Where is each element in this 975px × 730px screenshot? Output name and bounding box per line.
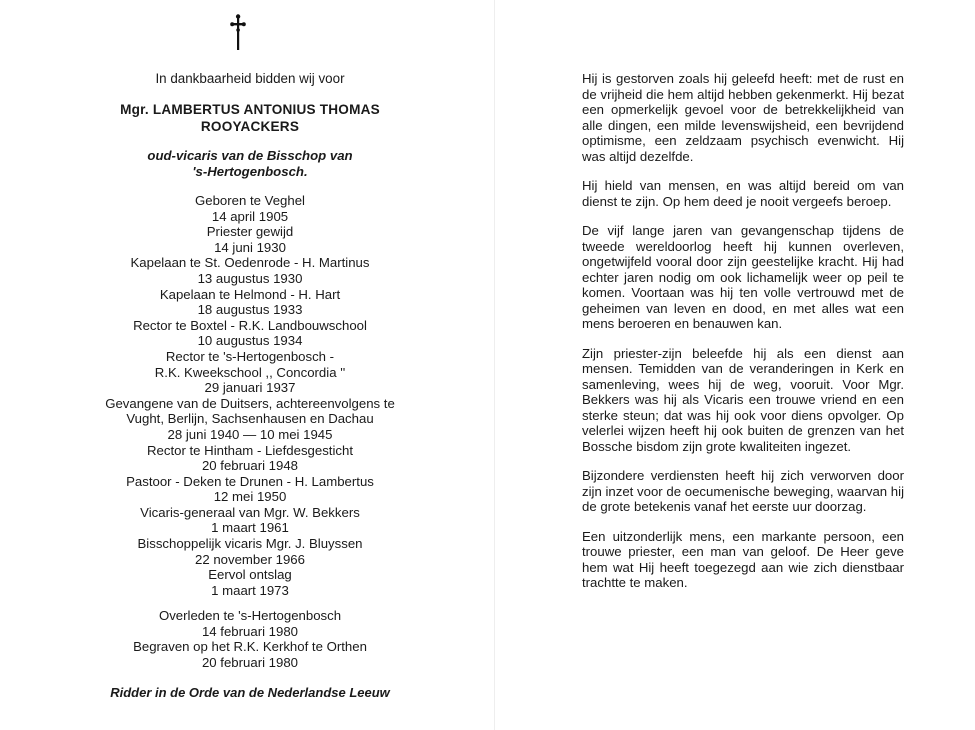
timeline-line: 1 maart 1961 bbox=[211, 520, 289, 536]
death-line: Overleden te 's-Hertogenbosch bbox=[158, 608, 342, 623]
timeline-line: 28 juni 1940 — 10 mei 1945 bbox=[167, 426, 333, 442]
cross-icon bbox=[230, 14, 246, 52]
timeline-line: Kapelaan te Helmond - H. Hart bbox=[159, 286, 341, 302]
timeline-line: Geboren te Veghel bbox=[195, 193, 305, 208]
honor-text: Ridder in de Orde van de Nederlandse Leeuw bbox=[110, 685, 390, 700]
timeline-line: Rector te Hintham - Liefdesgesticht bbox=[147, 442, 353, 458]
timeline-line: Bisschoppelijk vicaris Mgr. J. Bluyssen bbox=[137, 536, 363, 552]
timeline-line: R.K. Kweekschool ,, Concordia '' bbox=[154, 364, 346, 380]
career-timeline bbox=[60, 193, 440, 598]
title-line-2: 's-Hertogenbosch. bbox=[192, 164, 308, 179]
left-panel bbox=[60, 0, 440, 730]
death-burial-info bbox=[60, 608, 440, 670]
timeline-line: Pastoor - Deken te Drunen - H. Lambertus bbox=[126, 473, 374, 489]
paragraph: Hij hield van mensen, en was altijd bereid om van dienst te zijn. Op hem deed je nooit vergeefs beroep. bbox=[582, 178, 904, 209]
timeline-line: 13 augustus 1930 bbox=[197, 270, 303, 286]
name-line-1: Mgr. LAMBERTUS ANTONIUS THOMAS bbox=[120, 102, 380, 117]
deceased-title bbox=[60, 148, 440, 180]
paragraph: Zijn priester-zijn beleefde hij als een dienst aan mensen. Temidden van de veranderingen in Kerk en samenleving, wees hij de weg, vooruit. Voor Mgr. Bekkers was hij als Vicaris een trouwe vriend en een sterke steun; dat was hij ook voor diens opvolger. Op velerlei wijzen heeft hij ook buiten de grenzen van het Bossche bisdom zijn grote kwaliteiten ingezet. bbox=[582, 345, 904, 454]
paragraph: Bijzondere verdiensten heeft hij zich verworven door zijn inzet voor de oecumenische beweging, waarvan hij de grote betekenis vanaf het eerste uur doorzag. bbox=[582, 468, 904, 514]
fold-line bbox=[494, 0, 495, 730]
paragraph: De vijf lange jaren van gevangenschap tijdens de tweede wereldoorlog heeft hij kunnen overleven, ongetwijfeld vooral door zijn geestelijke kracht. Hij had echter jaren nodig om ook lichamelijk weer op peil te komen. Voortaan was hij ten volle vertrouwd met de geheimen van leven en dood, en met alles wat een mens beroeren en benauwen kan. bbox=[582, 223, 904, 331]
right-panel bbox=[582, 71, 904, 605]
intro-text: In dankbaarheid bidden wij voor bbox=[155, 71, 345, 86]
timeline-line: 14 april 1905 bbox=[211, 208, 289, 224]
timeline-line: 14 juni 1930 bbox=[214, 239, 286, 255]
death-line: 20 februari 1980 bbox=[201, 654, 299, 670]
timeline-line: 20 februari 1948 bbox=[201, 458, 299, 474]
paragraph: Een uitzonderlijk mens, een markante persoon, een trouwe priester, een man van geloof. De Heer geve hem wat Hij heeft toegezegd aan wie zich dienstbaar trachtte te maken. bbox=[582, 528, 904, 590]
title-line-1: oud-vicaris van de Bisschop van bbox=[147, 148, 353, 163]
timeline-line: 18 augustus 1933 bbox=[197, 302, 303, 318]
timeline-line: Kapelaan te St. Oedenrode - H. Martinus bbox=[130, 255, 370, 271]
name-line-2: ROOYACKERS bbox=[200, 119, 300, 134]
timeline-line: Rector te 's-Hertogenbosch - bbox=[165, 348, 335, 364]
timeline-line: Gevangene van de Duitsers, achtereenvolgens te bbox=[105, 395, 395, 411]
timeline-line: 29 januari 1937 bbox=[204, 380, 296, 396]
deceased-name bbox=[60, 101, 440, 135]
timeline-line: 10 augustus 1934 bbox=[197, 333, 303, 349]
timeline-line: Vicaris-generaal van Mgr. W. Bekkers bbox=[140, 504, 360, 520]
death-line: 14 februari 1980 bbox=[201, 623, 299, 639]
timeline-line: Rector te Boxtel - R.K. Landbouwschool bbox=[133, 317, 367, 333]
timeline-line: Priester gewijd bbox=[206, 224, 294, 240]
timeline-line: 12 mei 1950 bbox=[213, 489, 287, 505]
death-line: Begraven op het R.K. Kerkhof te Orthen bbox=[133, 639, 367, 655]
timeline-line: 22 november 1966 bbox=[195, 551, 305, 567]
timeline-line: Eervol ontslag bbox=[208, 567, 292, 583]
timeline-line: 1 maart 1973 bbox=[211, 582, 289, 598]
timeline-line: Vught, Berlijn, Sachsenhausen en Dachau bbox=[126, 411, 374, 427]
paragraph: Hij is gestorven zoals hij geleefd heeft: met de rust en de vrijheid die hem altijd hebben gekenmerkt. Hij bezat een opmerkelijk gevoel voor de betrekkelijkheid van alle dingen, een milde levenswijsheid, een bevrijdend optimisme, een zeldzaam psychisch evenwicht. Hij was altijd dezelfde. bbox=[582, 71, 904, 164]
